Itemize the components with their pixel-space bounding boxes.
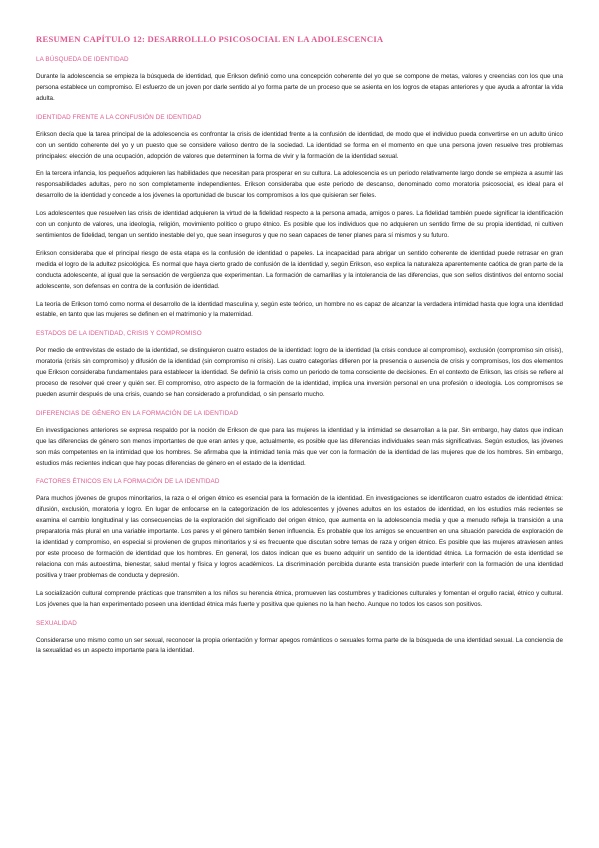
paragraph: Erikson consideraba que el principal riesgo de esta etapa es la confusión de identidad o papeles. La incapacidad para abrigar un sentido coherente de identidad puede retrasar en gran medida el logro de la adultez psicológica. Es normal que haya cierto grado de confusión de la identidad y, según Erikson, eso explica la naturaleza aparentemente caótica de gran parte de la conducta adolescente, al igual que la sensación de vergüenza que experimentan. La formación de camarillas y la intolerancia de las diferencias, que son sellos distintivos del entorno social adolescente, son defensas en contra de la confusión de identidad.	[36, 249, 563, 290]
document-title: RESUMEN CAPÍTULO 12: DESARROLLLO PSICOSOCIAL EN LA ADOLESCENCIA	[36, 34, 384, 44]
section-heading: IDENTIDAD FRENTE A LA CONFUSIÓN DE IDENTIDAD	[36, 113, 202, 121]
paragraph: Para muchos jóvenes de grupos minoritarios, la raza o el origen étnico es esencial para la formación de la identidad. En investigaciones se identificaron cuatro estados de identidad étnica: difusión, exclusión, moratoria y logro. En lugar de enfocarse en la categorización de los adolescentes y jóvenes adultos en los estados de identidad, en los estudios más recientes se examina el cambio longitudinal y las consecuencias de la exploración del significado del origen étnico, que aumenta en la adolescencia media y que a menudo refleja la transición a una preparatoria más plural en una variable importante. Los pares y el género también tienen influencia. Es probable que los amigos se encuentren en una situación parecida de exploración de la identidad y compromiso, en especial si provienen de grupos minoritarios y si es frecuente que discutan sobre temas de raza y origen étnico. Es posible que las mujeres atraviesen antes por este proceso de formación de identidad que los hombres. En general, los datos indican que es bueno adquirir un sentido de la identidad étnica. La formación de esta identidad se relaciona con más autoestima, bienestar, salud mental y física y logros académicos. La discriminación percibida durante esta transición puede interferir con la formación de una identidad positiva y traer problemas de conducta y depresión.	[36, 495, 563, 579]
section-identidad-vs-confusion	[36, 114, 563, 322]
section-busqueda-identidad	[36, 56, 563, 105]
paragraph: En investigaciones anteriores se expresa respaldo por la noción de Erikson de que para las mujeres la identidad y la intimidad se desarrollan a la par. Sin embargo, hay datos que indican que las diferencias de género son menos importantes de que eran antes y que, actualmente, es posible que las diferencias individuales sean más significativas. Según estudios, las jóvenes son más competentes en la intimidad que los hombres. Se afirmaba que la intimidad tenía más que ver con la formación de la identidad de las mujeres que de los hombres. Sin embargo, estudios más recientes indican que hay pocas diferencias de género en el estado de la identidad.	[36, 426, 563, 467]
section-heading: ESTADOS DE LA IDENTIDAD, CRISIS Y COMPROMISO	[36, 330, 202, 338]
paragraph: Los adolescentes que resuelven las crisis de identidad adquieren la virtud de la fidelidad respecto a la persona amada, amigos o pares. La fidelidad también puede significar la identificación con un conjunto de valores, una ideología, religión, movimiento político o grupo étnico. Es posible que los individuos que no adquieren un sentido firme de su propia identidad, ni cultiven sentimientos de fidelidad, tengan un sentido inestable del yo, que sean inseguros y que no sean capaces de tener planes para sí mismos y su futuro.	[36, 210, 563, 239]
section-factores-etnicos	[36, 478, 563, 610]
section-heading: FACTORES ÉTNICOS EN LA FORMACIÓN DE LA IDENTIDAD	[36, 478, 220, 486]
paragraph: Por medio de entrevistas de estado de la identidad, se distinguieron cuatro estados de la identidad: logro de la identidad (la crisis conduce al compromiso), exclusión (compromiso sin crisis), moratoria (crisis sin compromiso) y difusión de la identidad (sin compromiso ni crisis). Las cuatro categorías difieren por la presencia o ausencia de crisis y compromisos, los dos elementos que Erikson consideraba fundamentales para establecer la identidad. Se definió la crisis como un periodo de toma consciente de decisiones. En el contexto de Erikson, las crisis se refiere al proceso de resolver qué creer y quién ser. El compromiso, otro aspecto de la formación de la identidad, implica una inversión personal en una profesión o ideología. Los compromisos se pueden asumir después de una crisis, cuando se han considerado a profundidad, o sin pensarlo mucho.	[36, 347, 563, 398]
paragraph: Durante la adolescencia se empieza la búsqueda de identidad, que Erikson definió como una concepción coherente del yo que se compone de metas, valores y creencias con los que una persona establece un compromiso. El esfuerzo de un joven por darle sentido al yo forma parte de un proceso que se asienta en los logros de etapas anteriores y que ayuda a afrontar la vida adulta.	[36, 73, 563, 102]
paragraph: La teoría de Erikson tomó como norma el desarrollo de la identidad masculina y, según este teórico, un hombre no es capaz de alcanzar la verdadera intimidad hasta que logra una identidad estable, en tanto que las mujeres se definen en el matrimonio y la maternidad.	[36, 300, 563, 319]
paragraph: En la tercera infancia, los pequeños adquieren las habilidades que necesitan para prosperar en su cultura. La adolescencia es un periodo relativamente largo donde se empieza a asumir las responsabilidades adultas, pero no son completamente independientes. Erikson consideraba que este periodo de descanso, denominado como moratoria psicosocial, es ideal para el desarrollo de la identidad y concede a los jóvenes la oportunidad de buscar los compromisos a los que quisieran ser fieles.	[36, 170, 563, 200]
section-diferencias-genero	[36, 410, 563, 470]
section-heading: SEXUALIDAD	[36, 619, 77, 627]
section-estados-identidad	[36, 330, 563, 401]
section-heading: DIFERENCIAS DE GÉNERO EN LA FORMACIÓN DE LA IDENTIDAD	[36, 409, 239, 417]
section-heading: LA BÚSQUEDA DE IDENTIDAD	[36, 56, 129, 63]
paragraph: Erikson decía que la tarea principal de la adolescencia es confrontar la crisis de identidad frente a la confusión de identidad, de modo que el individuo pueda convertirse en un adulto único con un sentido coherente del yo y un puesto que se considere valioso dentro de la sociedad. La identidad se forma en el momento en que una persona joven resuelve tres problemas principales: elección de una ocupación, adopción de valores que determinen la forma de vivir y la formación de la identidad sexual.	[36, 130, 563, 160]
paragraph: Considerarse uno mismo como un ser sexual, reconocer la propia orientación y formar apegos románticos o sexuales forma parte de la búsqueda de una identidad sexual. La conciencia de la sexualidad es un aspecto importante para la identidad.	[36, 636, 563, 655]
paragraph: La socialización cultural comprende prácticas que transmiten a los niños su herencia étnica, promueven las costumbres y tradiciones culturales y fomentan el orgullo racial, étnico y cultural. Los jóvenes que la han experimentado poseen una identidad étnica más fuerte y positiva que quienes no la han hecho. Aunque no todos los casos son positivos.	[36, 589, 563, 608]
section-sexualidad	[36, 620, 563, 658]
